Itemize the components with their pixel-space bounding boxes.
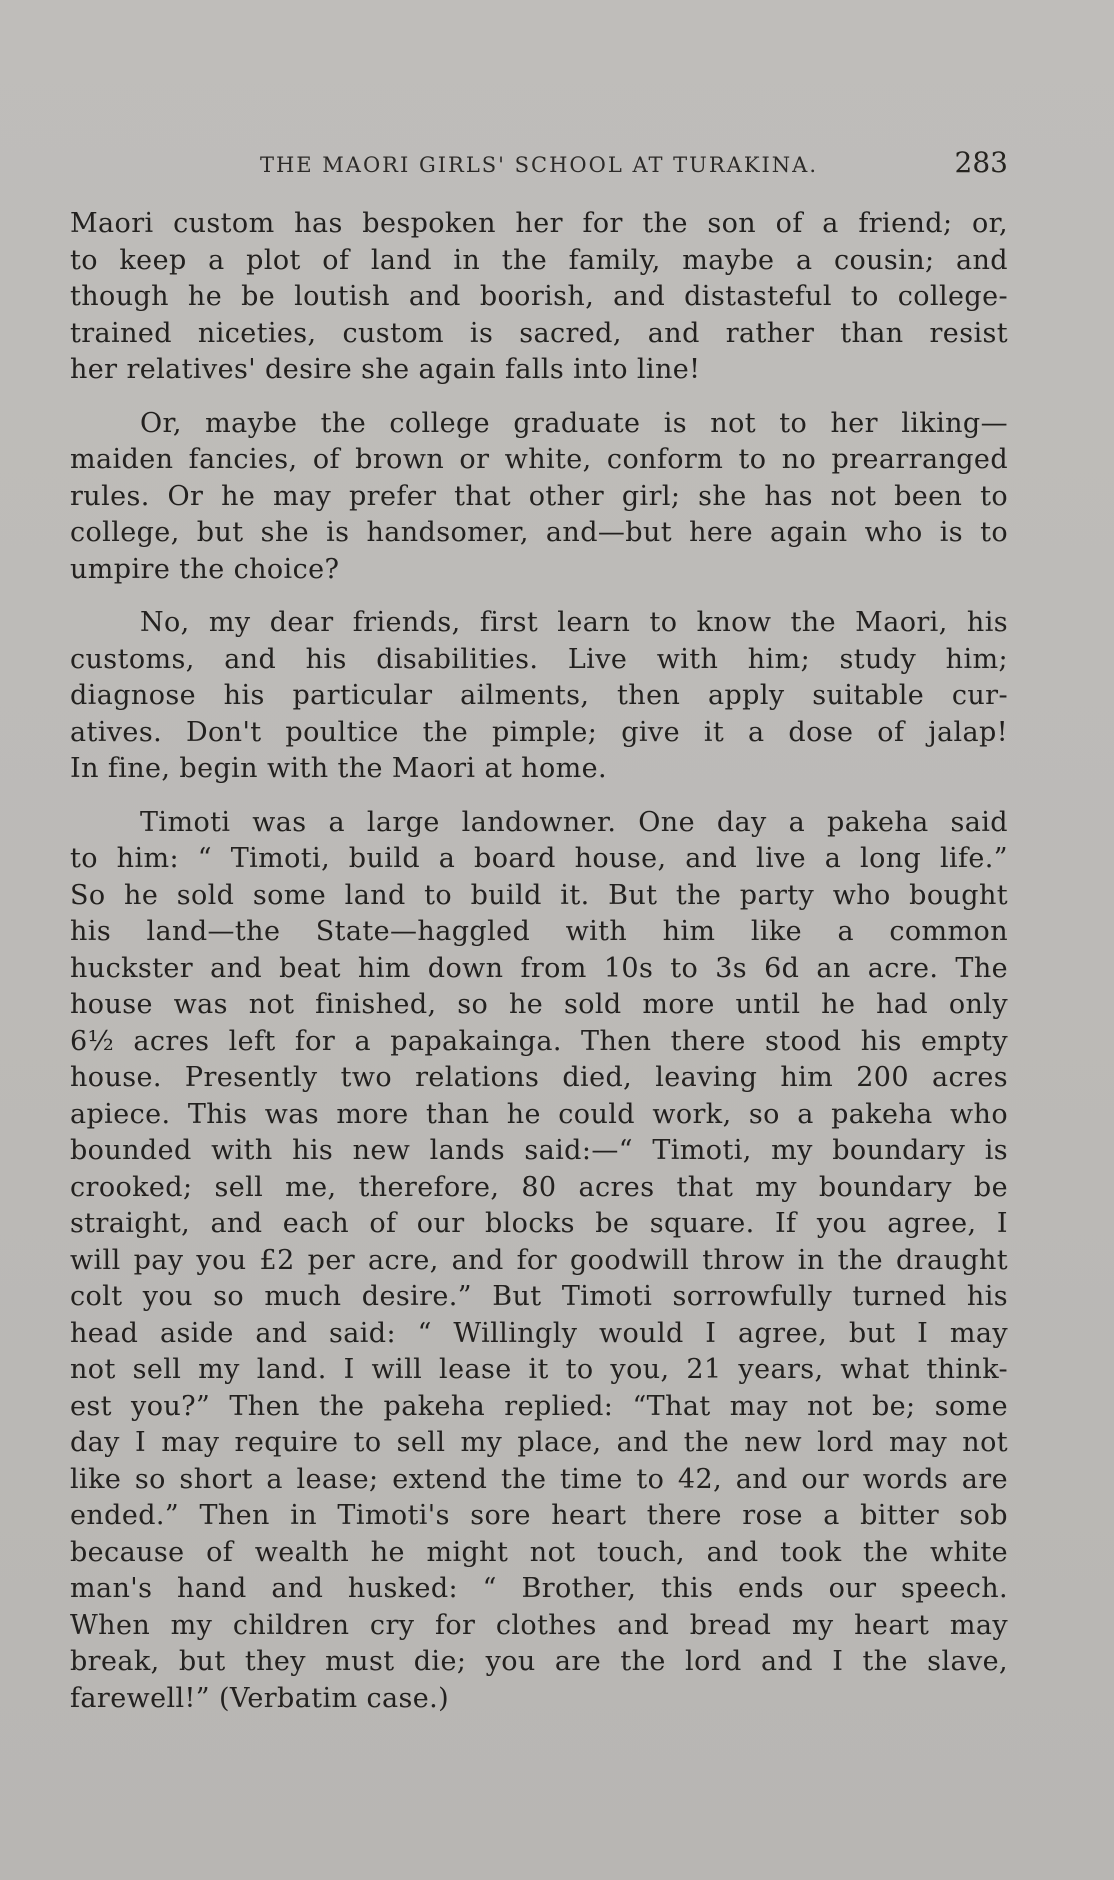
- text-line: Timoti was a large landowner. One day a pakeha said: [140, 806, 1008, 838]
- text-line: So he sold some land to build it. But the party who bought: [70, 879, 1008, 911]
- running-title: THE MAORI GIRLS' SCHOOL AT TURAKINA.: [259, 153, 819, 177]
- text-line: college, but she is handsomer, and—but here again who is to: [70, 517, 1008, 548]
- text-line: Maori custom has bespoken her for the son of a friend; or,: [70, 208, 1008, 239]
- text-line: like so short a lease; extend the time to 42, and our words are: [70, 1463, 1008, 1495]
- running-header: [70, 146, 1008, 186]
- paragraph-1: [70, 206, 1008, 389]
- text-line: farewell!” (Verbatim case.): [70, 1682, 450, 1714]
- text-line: rules. Or he may prefer that other girl; she has not been to: [70, 480, 1008, 512]
- text-line: house was not finished, so he sold more until he had only: [70, 989, 1008, 1020]
- text-line: No, my dear friends, first learn to know the Maori, his: [140, 607, 1008, 638]
- text-line: atives. Don't poultice the pimple; give it a dose of jalap!: [70, 716, 1008, 748]
- text-line: because of wealth he might not touch, and took the white: [70, 1536, 1008, 1568]
- text-line: to keep a plot of land in the family, maybe a cousin; and: [70, 244, 1008, 276]
- page-number: 283: [954, 146, 1008, 179]
- text-line: 6½ acres left for a papakainga. Then there stood his empty: [70, 1025, 1008, 1057]
- text-line: crooked; sell me, therefore, 80 acres that my boundary be: [70, 1171, 1008, 1203]
- text-line: ended.” Then in Timoti's sore heart there rose a bitter sob: [70, 1500, 1008, 1531]
- text-line: her relatives' desire she again falls into line!: [70, 354, 701, 385]
- text-line: customs, and his disabilities. Live with him; study him;: [70, 643, 1008, 675]
- text-line: man's hand and husked: “ Brother, this ends our speech.: [70, 1573, 1008, 1604]
- text-line: diagnose his particular ailments, then apply suitable cur-: [70, 680, 1008, 711]
- body-text: [70, 206, 1008, 1734]
- text-line: not sell my land. I will lease it to you, 21 years, what think-: [70, 1354, 1008, 1385]
- text-line: When my children cry for clothes and bread my heart may: [70, 1609, 1008, 1641]
- text-line: huckster and beat him down from 10s to 3s 6d an acre. The: [70, 952, 1008, 984]
- text-line: to him: “ Timoti, build a board house, and live a long life.”: [70, 843, 1008, 874]
- text-line: In fine, begin with the Maori at home.: [70, 753, 607, 784]
- text-line: straight, and each of our blocks be square. If you agree, I: [70, 1208, 1008, 1239]
- text-line: umpire the choice?: [70, 553, 340, 585]
- text-line: though he be loutish and boorish, and distasteful to college-: [70, 281, 1008, 312]
- text-line: colt you so much desire.” But Timoti sorrowfully turned his: [70, 1281, 1008, 1312]
- paragraph-3: [70, 605, 1008, 788]
- text-line: house. Presently two relations died, leaving him 200 acres: [70, 1062, 1008, 1093]
- text-line: break, but they must die; you are the lord and I the slave,: [70, 1646, 1008, 1677]
- text-line: Or, maybe the college graduate is not to her liking—: [140, 407, 1008, 439]
- text-line: day I may require to sell my place, and the new lord may not: [70, 1427, 1008, 1458]
- paragraph-2: [70, 406, 1008, 589]
- text-line: head aside and said: “ Willingly would I agree, but I may: [70, 1317, 1008, 1349]
- text-line: trained niceties, custom is sacred, and rather than resist: [70, 317, 1008, 349]
- text-line: his land—the State—haggled with him like a common: [70, 916, 1008, 947]
- text-line: est you?” Then the pakeha replied: “That may not be; some: [70, 1390, 1008, 1422]
- paragraph-4: [70, 805, 1008, 1718]
- text-line: will pay you £2 per acre, and for goodwill throw in the draught: [70, 1244, 1008, 1276]
- text-line: apiece. This was more than he could work, so a pakeha who: [70, 1098, 1008, 1130]
- text-line: maiden fancies, of brown or white, conform to no prearranged: [70, 444, 1008, 475]
- text-line: bounded with his new lands said:—“ Timoti, my boundary is: [70, 1135, 1008, 1166]
